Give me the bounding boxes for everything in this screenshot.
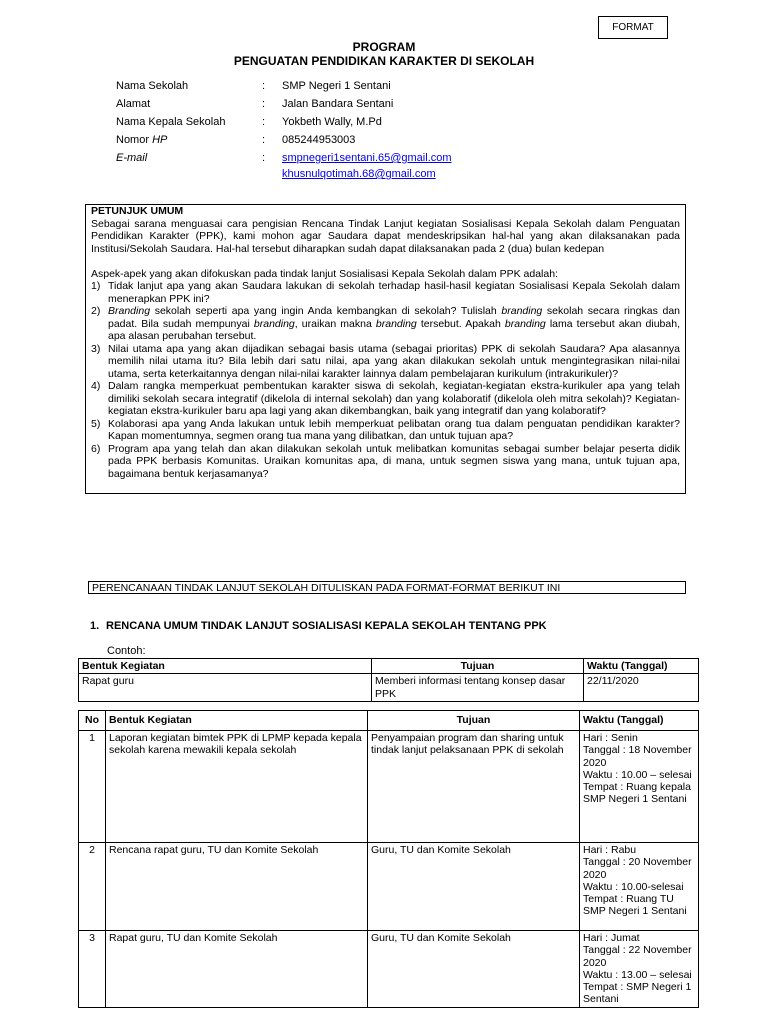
school-info	[116, 80, 452, 190]
list-num: 3)	[91, 342, 101, 355]
info-value: SMP Negeri 1 Sentani	[282, 80, 391, 92]
list-text: Program apa yang telah dan akan dilakukan sekolah untuk melibatkan komunitas sebagai sumber belajar peserta didik pada PPK berbasis Komunitas. Uraikan komunitas apa, di mana, untuk segmen siswa yang mana, untuk tujuan apa, bagaimana bentuk kerjasamanya?	[108, 442, 680, 480]
example-table	[78, 658, 699, 702]
table-row	[79, 731, 699, 843]
column-header: Tujuan	[372, 659, 584, 674]
section-number: 1.	[90, 620, 100, 632]
table-row	[79, 674, 699, 702]
info-colon: :	[262, 98, 266, 110]
info-label: Nama Kepala Sekolah	[116, 116, 226, 128]
email-list	[282, 152, 452, 180]
column-header: No	[79, 711, 106, 731]
waktu-line: Tempat : SMP Negeri 1 Sentani	[583, 981, 692, 1006]
table-cell-tujuan: Penyampaian program dan sharing untuk tindak lanjut pelaksanaan PPK di sekolah	[368, 731, 580, 843]
email-link[interactable]: khusnulqotimah.68@gmail.com	[282, 168, 436, 180]
list-text: Dalam rangka memperkuat pembentukan karakter siswa di sekolah, kegiatan-kegiatan ekstra-kurikuler apa yang telah dimiliki sekolah secara integratif (dikelola di internal sekolah) dan yang kolaboratif (dikelola oleh mitra sekolah)? Kegiatan-kegiatan ekstra-kurikuler baru apa lagi yang akan dikembangkan, baik yang integratif dan yang kolaboratif?	[108, 380, 680, 417]
em-text: branding	[501, 305, 543, 317]
table-cell-kegiatan: Laporan kegiatan bimtek PPK di LPMP kepada kepala sekolah karena mewakili kepala sekolah	[106, 731, 368, 843]
waktu-line: Waktu : 13.00 – selesai	[583, 968, 692, 981]
petunjuk-list	[91, 280, 680, 480]
info-colon: :	[262, 134, 266, 146]
table-cell: Memberi informasi tentang konsep dasar PPK	[372, 674, 584, 702]
spacer	[91, 255, 680, 268]
table-cell-waktu	[580, 931, 699, 1008]
list-item	[91, 443, 680, 481]
list-item	[91, 343, 680, 381]
em-text: branding	[504, 317, 546, 330]
em-text: Branding	[108, 305, 151, 317]
info-colon: :	[262, 152, 266, 164]
format-label: FORMAT	[598, 16, 668, 39]
perencanaan-banner: PERENCANAAN TINDAK LANJUT SEKOLAH DITULISKAN PADA FORMAT-FORMAT BERIKUT INI	[88, 581, 686, 594]
table-row	[79, 843, 699, 931]
column-header: Tujuan	[368, 711, 580, 731]
info-row-email	[116, 152, 452, 190]
table-cell-no: 3	[79, 931, 106, 1008]
table-header-row	[79, 659, 699, 674]
section-title: RENCANA UMUM TINDAK LANJUT SOSIALISASI KEPALA SEKOLAH TENTANG PPK	[106, 620, 547, 632]
info-label: Nama Sekolah	[116, 80, 189, 92]
section-heading	[90, 620, 547, 632]
info-label: Alamat	[116, 98, 151, 110]
list-text: Tidak lanjut apa yang akan Saudara lakukan di sekolah terhadap hasil-hasil kegiatan Sosialisasi Kepala Sekolah dalam menerapkan PPK ini?	[108, 280, 680, 305]
info-row-nomor-hp	[116, 134, 452, 152]
em-text: branding	[375, 317, 417, 330]
table-cell: 22/11/2020	[584, 674, 699, 702]
list-num: 1)	[91, 280, 101, 292]
petunjuk-umum-box	[85, 204, 686, 494]
text-run: tersebut. Apakah	[416, 317, 505, 330]
waktu-line: Tanggal : 18 November 2020	[583, 744, 692, 769]
waktu-line: Hari : Jumat	[583, 932, 640, 944]
table-header-row	[79, 711, 699, 731]
column-header: Bentuk Kegiatan	[106, 711, 368, 731]
list-item	[91, 418, 680, 443]
info-label-prefix: Nomor	[116, 134, 153, 146]
waktu-line: Tempat : Ruang TU SMP Negeri 1 Sentani	[583, 893, 687, 918]
info-colon: :	[262, 80, 266, 92]
list-num: 5)	[91, 417, 101, 430]
table-cell-tujuan: Guru, TU dan Komite Sekolah	[368, 931, 580, 1008]
waktu-line: Tanggal : 22 November 2020	[583, 944, 692, 969]
column-header: Bentuk Kegiatan	[79, 659, 372, 674]
table-row	[79, 931, 699, 1008]
table-cell: Rapat guru	[79, 674, 372, 702]
text-run: sekolah secara ringkas dan padat. Bila sudah mempunyai	[108, 305, 680, 330]
title-line-2: PENGUATAN PENDIDIKAN KARAKTER DI SEKOLAH	[233, 54, 535, 68]
info-value: Jalan Bandara Sentani	[282, 98, 394, 110]
table-cell-kegiatan: Rencana rapat guru, TU dan Komite Sekolah	[106, 843, 368, 931]
table-cell-no: 1	[79, 731, 106, 843]
column-header: Waktu (Tanggal)	[584, 659, 699, 674]
table-cell-no: 2	[79, 843, 106, 931]
info-row-nama-sekolah	[116, 80, 452, 98]
list-text	[108, 305, 680, 343]
info-label-em: HP	[152, 134, 168, 146]
info-value: Yokbeth Wally, M.Pd	[282, 116, 382, 128]
text-run: lama tersebut akan diubah, apa alasan perubahan tersebut.	[108, 317, 680, 342]
title-line-1: PROGRAM	[352, 40, 416, 54]
table-cell-tujuan: Guru, TU dan Komite Sekolah	[368, 843, 580, 931]
info-row-alamat	[116, 98, 452, 116]
waktu-line: Hari : Senin	[583, 732, 638, 744]
column-header: Waktu (Tanggal)	[580, 711, 699, 731]
list-item	[91, 305, 680, 343]
table-cell-kegiatan: Rapat guru, TU dan Komite Sekolah	[106, 931, 368, 1008]
petunjuk-intro: Sebagai sarana menguasai cara pengisian Rencana Tindak Lanjut kegiatan Sosialisasi Kepala Sekolah dalam Penguatan Pendidikan Karakter (PPK), kami mohon agar Saudara dapat mendeskripsikan hal-hal yang akan dilaksanakan pada Institusi/Sekolah Saudara. Hal-hal tersebut diharapkan sudah dapat dilaksanakan pada 2 (dua) bulan kedepan	[91, 217, 680, 255]
list-text: Kolaborasi apa yang Anda lakukan untuk lebih memperkuat pelibatan orang tua dalam penguatan pendidikan karakter? Kapan momentumnya, segmen orang tua mana yang dilibatkan, dan untuk tujuan apa?	[108, 417, 680, 442]
waktu-line: Hari : Rabu	[583, 844, 637, 856]
em-text: branding	[253, 317, 295, 330]
list-text: Nilai utama apa yang akan dijadikan sebagai basis utama (sebagai prioritas) PPK di sekolah Saudara? Apa alasannya memilih nilai utama itu? Bila lebih dari satu nilai, apa yang akan dilakukan sekolah untuk mengintegrasikan nilai-nilai utama, serta keterkaitannya dengan nilai-nilai karakter lainnya dalam pembelajaran kurikulum (intrakurikuler)?	[108, 342, 680, 380]
petunjuk-heading: PETUNJUK UMUM	[91, 205, 184, 217]
contoh-label: Contoh:	[107, 645, 146, 657]
list-num: 6)	[91, 442, 101, 455]
info-row-kepala-sekolah	[116, 116, 452, 134]
info-label	[116, 152, 262, 164]
waktu-line: Waktu : 10.00-selesai	[583, 880, 684, 893]
waktu-line: Waktu : 10.00 – selesai	[583, 768, 692, 781]
email-link[interactable]: smpnegeri1sentani.65@gmail.com	[282, 152, 452, 164]
info-colon: :	[262, 116, 266, 128]
list-num: 2)	[91, 305, 101, 317]
waktu-line: Tempat : Ruang kepala SMP Negeri 1 Sentani	[583, 781, 691, 806]
info-label	[116, 134, 262, 146]
text-run: sekolah seperti apa yang ingin Anda kembangkan di sekolah? Tulislah	[150, 305, 502, 317]
waktu-line: Tanggal : 20 November 2020	[583, 856, 692, 881]
list-num: 4)	[91, 380, 101, 392]
rencana-table	[78, 710, 699, 1008]
list-item	[91, 380, 680, 418]
info-label-em: E-mail	[116, 152, 148, 164]
list-item	[91, 280, 680, 305]
info-value: 085244953003	[282, 134, 356, 146]
petunjuk-aspek: Aspek-apek yang akan difokuskan pada tindak lanjut Sosialisasi Kepala Sekolah dalam PPK adalah:	[91, 267, 558, 280]
text-run: , uraikan makna	[294, 317, 376, 330]
table-cell-waktu	[580, 843, 699, 931]
table-cell-waktu	[580, 731, 699, 843]
